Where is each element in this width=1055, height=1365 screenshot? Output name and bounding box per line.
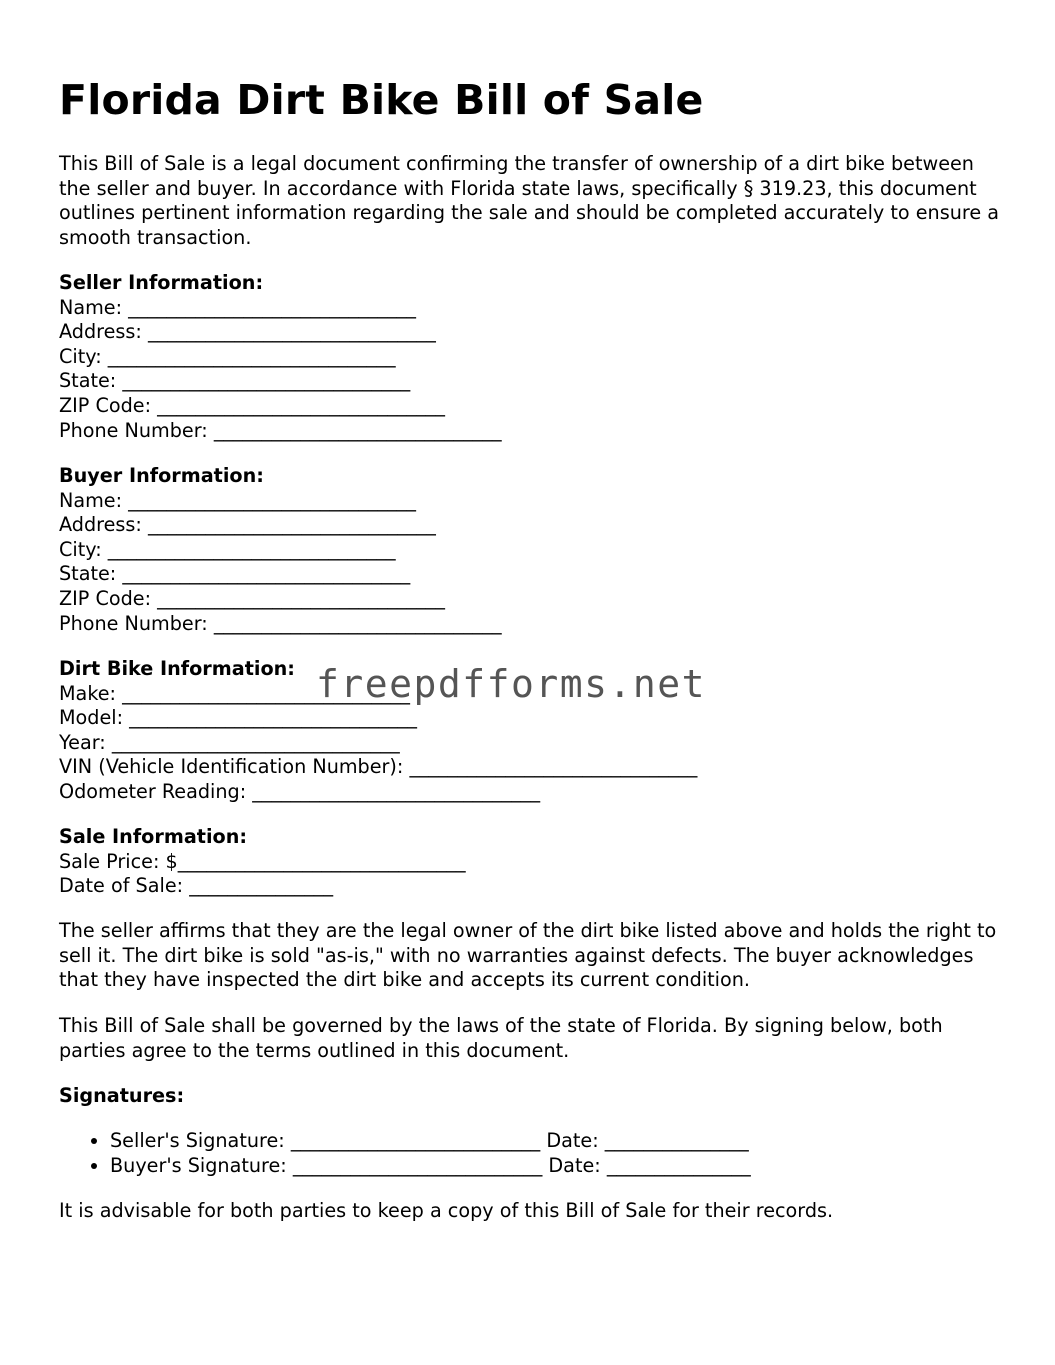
- buyer-state-field: State: ______________________________: [59, 562, 411, 586]
- bike-odometer-field: Odometer Reading: ______________________________: [59, 779, 541, 803]
- bike-model-field: Model: ______________________________: [59, 706, 417, 730]
- governing-law-paragraph: This Bill of Sale shall be governed by the laws of the state of Florida. By signing below, both parties agree to the terms outlined in this document.: [59, 1014, 943, 1062]
- seller-signature-line: • Seller's Signature: __________________________ Date: _______________: [110, 1129, 751, 1154]
- bike-vin-field: VIN (Vehicle Identification Number): ______________________________: [59, 755, 698, 779]
- intro-paragraph: This Bill of Sale is a legal document confirming the transfer of ownership of a dirt bike between the seller and buyer. In accordance with Florida state laws, specifically § 319.23, this document outlines pertinent information regarding the sale and should be completed accurately to ensure a smooth transaction.: [59, 152, 999, 249]
- signature-list: [59, 1129, 751, 1178]
- buyer-name-field: Name: ______________________________: [59, 488, 416, 512]
- buyer-heading: Buyer Information:: [59, 464, 264, 487]
- seller-state-field: State: ______________________________: [59, 369, 411, 393]
- document-title: Florida Dirt Bike Bill of Sale: [59, 76, 704, 124]
- sale-heading: Sale Information:: [59, 825, 248, 848]
- bike-make-field: Make: ______________________________: [59, 681, 410, 705]
- affirmation-paragraph: The seller affirms that they are the legal owner of the dirt bike listed above and holds the right to sell it. The dirt bike is sold "as-is," with no warranties against defects. The buyer acknowledges that they have inspected the dirt bike and accepts its current condition.: [59, 919, 997, 992]
- sale-date-field: Date of Sale: _______________: [59, 874, 334, 898]
- seller-phone-field: Phone Number: ______________________________: [59, 418, 502, 442]
- seller-city-field: City: ______________________________: [59, 344, 396, 368]
- seller-zip-field: ZIP Code: ______________________________: [59, 393, 445, 417]
- watermark-text: freepdfforms.net: [316, 662, 707, 706]
- buyer-zip-field: ZIP Code: ______________________________: [59, 586, 445, 610]
- seller-name-field: Name: ______________________________: [59, 295, 416, 319]
- seller-address-field: Address: ______________________________: [59, 320, 436, 344]
- bike-year-field: Year: ______________________________: [59, 730, 400, 754]
- buyer-section: [59, 464, 502, 636]
- seller-heading: Seller Information:: [59, 271, 264, 294]
- seller-section: [59, 271, 502, 443]
- bike-heading: Dirt Bike Information:: [59, 657, 295, 680]
- signatures-heading: Signatures:: [59, 1084, 185, 1107]
- signatures-section: [59, 1084, 184, 1109]
- sale-section: [59, 825, 466, 899]
- closing-paragraph: It is advisable for both parties to keep a copy of this Bill of Sale for their records.: [59, 1199, 834, 1222]
- buyer-phone-field: Phone Number: ______________________________: [59, 611, 502, 635]
- sale-price-field: Sale Price: $______________________________: [59, 849, 466, 873]
- buyer-signature-line: • Buyer's Signature: __________________________ Date: _______________: [110, 1154, 751, 1179]
- buyer-city-field: City: ______________________________: [59, 537, 396, 561]
- buyer-address-field: Address: ______________________________: [59, 513, 436, 537]
